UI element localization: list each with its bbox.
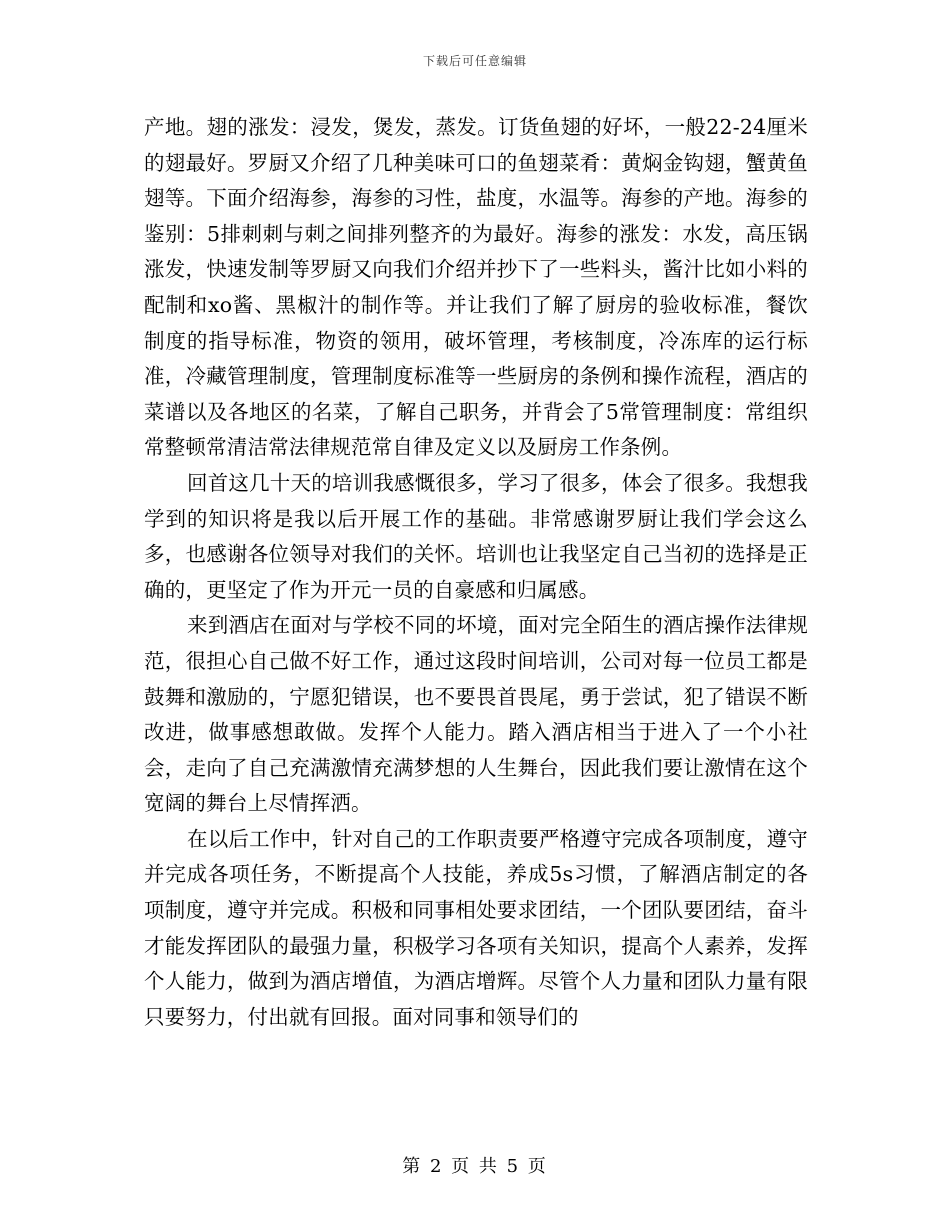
paragraph-3: 来到酒店在面对与学校不同的坏境，面对完全陌生的酒店操作法律规范，很担心自己做不好工作，通过这段时间培训，公司对每一位员工都是鼓舞和激励的，宁愿犯错误，也不要畏首畏尾，勇于尝试，犯了错误不断改进，做事感想敢做。发挥个人能力。踏入酒店相当于进入了一个小社会，走向了自己充满激情充满梦想的人生舞台，因此我们要让激情在这个宽阔的舞台上尽情挥洒。 bbox=[144, 613, 808, 816]
page-header: 下载后可任意编辑 bbox=[422, 54, 527, 68]
page-number-footer: 第 2 页 共 5 页 bbox=[402, 1156, 548, 1177]
paragraph-4: 在以后工作中，针对自己的工作职责要严格遵守完成各项制度，遵守并完成各项任务，不断提高个人技能，养成5s习惯，了解酒店制定的各项制度，遵守并完成。积极和同事相处要求团结，一个团队要团结，奋斗才能发挥团队的最强力量，积极学习各项有关知识，提高个人素养，发挥个人能力，做到为酒店增值，为酒店增辉。尽管个人力量和团队力量有限只要努力，付出就有回报。面对同事和领导们的 bbox=[144, 826, 808, 1029]
document-body bbox=[144, 110, 808, 1035]
paragraph-1: 产地。翅的涨发：浸发，煲发，蒸发。订货鱼翅的好坏，一般22-24厘米的翅最好。罗厨又介绍了几种美味可口的鱼翅菜肴：黄焖金钩翅，蟹黄鱼翅等。下面介绍海参，海参的习性，盐度，水温等。海参的产地。海参的鉴别：5排刺刺与刺之间排列整齐的为最好。海参的涨发：水发，高压锅涨发，快速发制等罗厨又向我们介绍并抄下了一些料头，酱汁比如小料的配制和xo酱、黑椒汁的制作等。并让我们了解了厨房的验收标准，餐饮制度的指导标准，物资的领用，破坏管理，考核制度，冷冻库的运行标准，冷藏管理制度，管理制度标准等一些厨房的条例和操作流程，酒店的菜谱以及各地区的名菜，了解自己职务，并背会了5常管理制度：常组织常整顿常清洁常法律规范常自律及定义以及厨房工作条例。 bbox=[144, 115, 808, 460]
paragraph-2: 回首这几十天的培训我感慨很多，学习了很多，体会了很多。我想我学到的知识将是我以后开展工作的基础。非常感谢罗厨让我们学会这么多，也感谢各位领导对我们的关怀。培训也让我坚定自己当初的选择是正确的，更坚定了作为开元一员的自豪感和归属感。 bbox=[144, 470, 808, 602]
